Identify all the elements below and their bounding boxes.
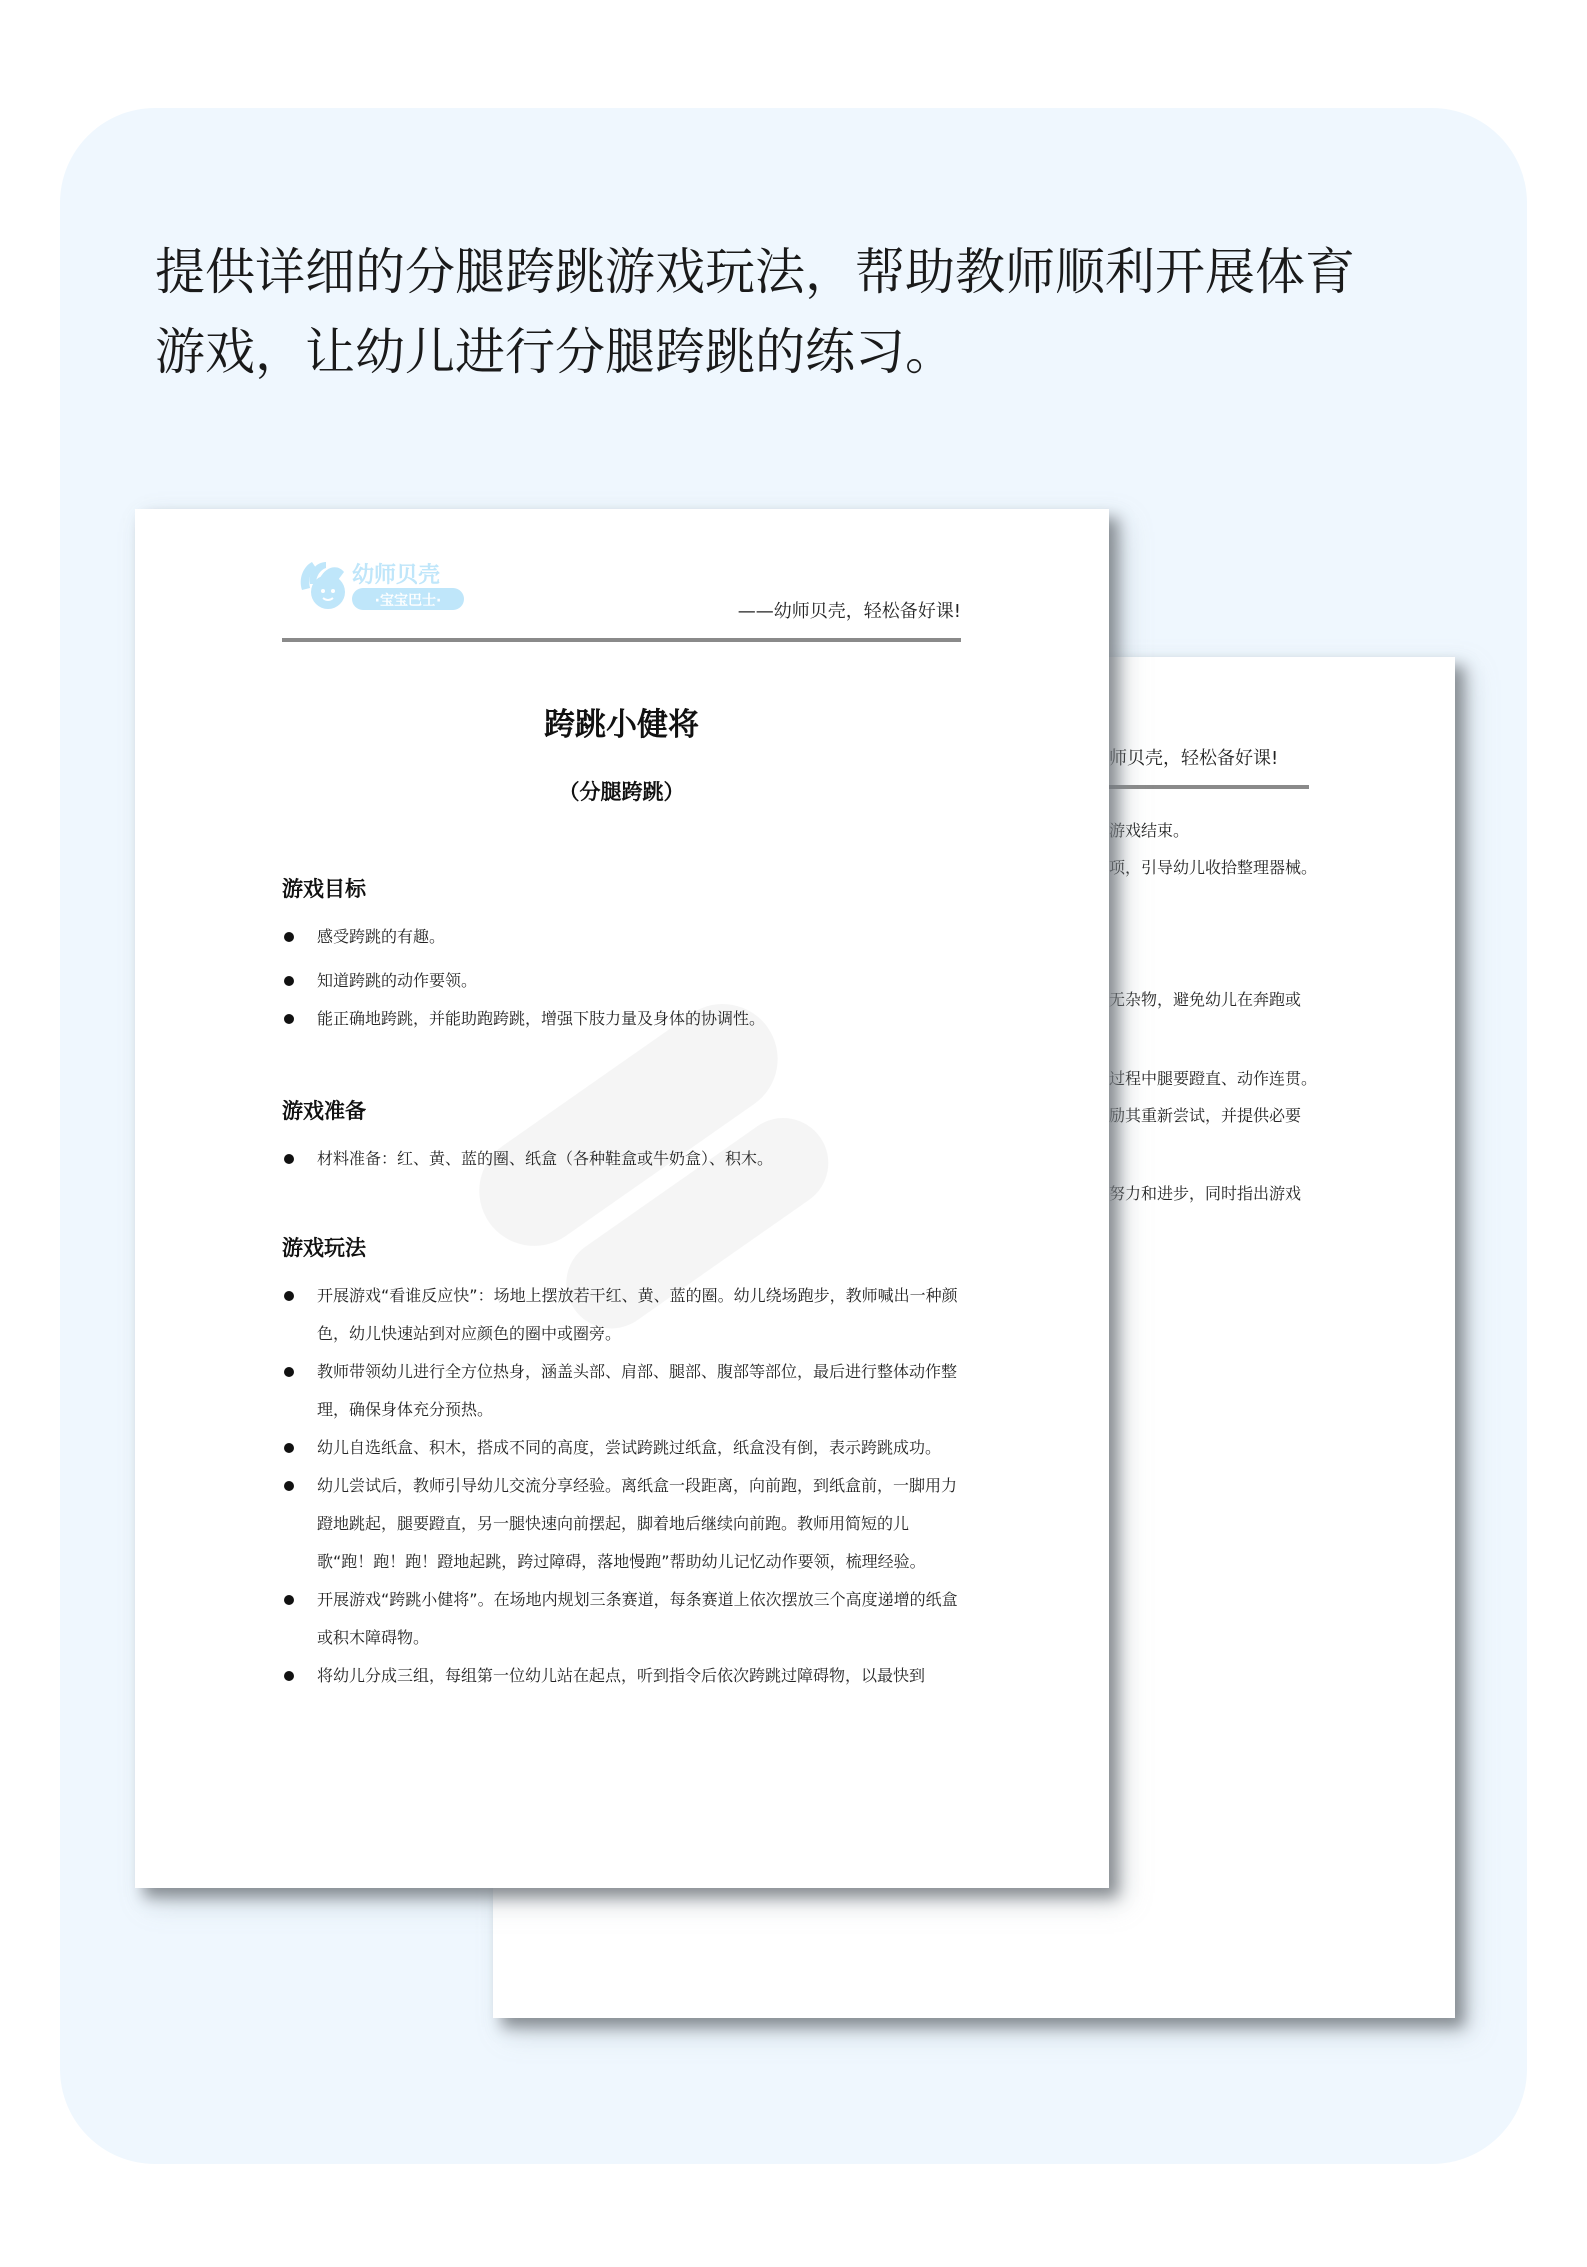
back-page-slogan: 师贝壳，轻松备好课! [1109,748,1279,769]
list-item: 开展游戏“看谁反应快”：场地上摆放若干红、黄、蓝的圈。幼儿绕场跑步，教师喊出一种颜色，幼儿快速站到对应颜色的圈中或圈旁。 [282,1277,964,1353]
list-item: 知道跨跳的动作要领。 [282,962,964,1000]
bullet-icon [284,976,294,986]
bullet-icon [284,1671,294,1681]
section-heading-goals: 游戏目标 [282,877,366,901]
document-subtitle: （分腿跨跳） [558,780,685,804]
list-item: 幼儿自选纸盒、积木，搭成不同的高度，尝试跨跳过纸盒，纸盒没有倒，表示跨跳成功。 [282,1429,964,1467]
bullet-icon [284,932,294,942]
bullet-icon [284,1154,294,1164]
svg-text:幼师贝壳: 幼师贝壳 [352,563,441,588]
bullet-icon [284,1367,294,1377]
back-page-line: 项，引导幼儿收拾整理器械。 [1109,858,1318,877]
bullet-icon [284,1291,294,1301]
back-page-line: 励其重新尝试，并提供必要 [1109,1106,1302,1125]
preparation-list [282,1140,964,1178]
bullet-icon [284,1014,294,1024]
header-rule [282,638,961,642]
back-page-header-rule [1109,785,1309,789]
intro-line-2: 游戏，让幼儿进行分腿跨跳的练习。 [155,323,955,381]
bullet-icon [284,1595,294,1605]
list-item: 教师带领幼儿进行全方位热身，涵盖头部、肩部、腿部、腹部等部位，最后进行整体动作整理，确保身体充分预热。 [282,1353,964,1429]
bullet-icon [284,1481,294,1491]
brand-logo-icon [296,556,468,614]
back-page-line: 游戏结束。 [1109,821,1190,840]
back-page-line: 过程中腿要蹬直、动作连贯。 [1109,1069,1318,1088]
back-page-line: 无杂物，避免幼儿在奔跑或 [1109,990,1302,1009]
svg-text:·宝宝巴士·: ·宝宝巴士· [374,593,442,609]
intro-line-1: 提供详细的分腿跨跳游戏玩法，帮助教师顺利开展体育 [155,243,1355,301]
intro-text [155,232,1435,392]
section-heading-gameplay: 游戏玩法 [282,1236,366,1260]
gameplay-list [282,1277,964,1695]
list-item: 感受跨跳的有趣。 [282,918,964,956]
list-item: 能正确地跨跳，并能助跑跨跳，增强下肢力量及身体的协调性。 [282,1000,964,1038]
list-item: 材料准备：红、黄、蓝的圈、纸盒（各种鞋盒或牛奶盒）、积木。 [282,1140,964,1178]
bullet-icon [284,1443,294,1453]
list-item: 幼儿尝试后，教师引导幼儿交流分享经验。离纸盒一段距离，向前跑，到纸盒前，一脚用力蹬地跳起，腿要蹬直，另一腿快速向前摆起，脚着地后继续向前跑。教师用简短的儿歌“跑！跑！跑！蹬地起跳，跨过障碍，落地慢跑”帮助幼儿记忆动作要领，梳理经验。 [282,1467,964,1581]
section-heading-preparation: 游戏准备 [282,1099,366,1123]
header-slogan: ——幼师贝壳，轻松备好课! [737,601,961,622]
goals-list [282,918,964,1038]
list-item: 将幼儿分成三组，每组第一位幼儿站在起点，听到指令后依次跨跳过障碍物，以最快到 [282,1657,964,1695]
back-page-line: 努力和进步，同时指出游戏 [1109,1184,1302,1203]
list-item: 开展游戏“跨跳小健将”。在场地内规划三条赛道，每条赛道上依次摆放三个高度递增的纸盒或积木障碍物。 [282,1581,964,1657]
document-title: 跨跳小健将 [544,707,699,743]
